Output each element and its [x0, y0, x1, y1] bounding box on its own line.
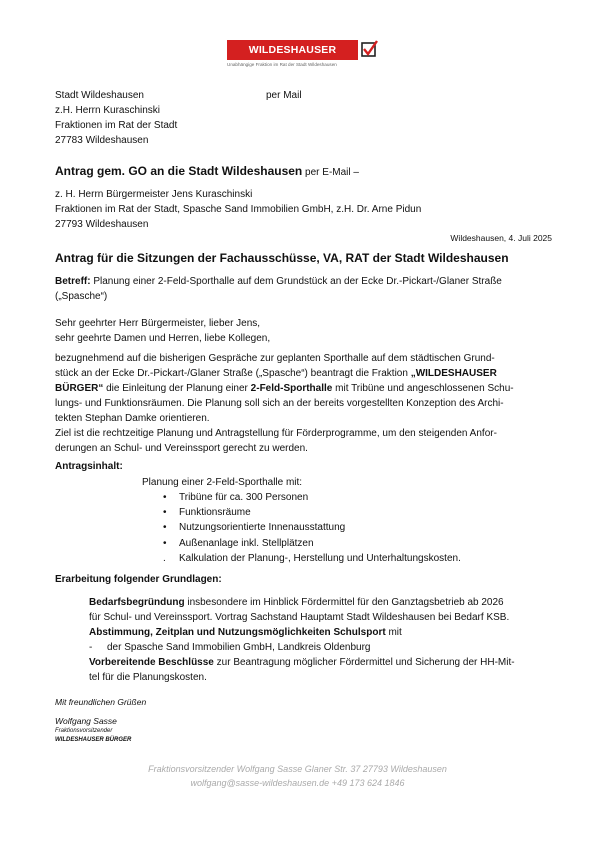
list-item	[161, 520, 461, 535]
grundlagen-line	[89, 597, 504, 608]
bullet-icon: •	[163, 507, 167, 519]
subject-line-2: („Spasche“)	[55, 291, 108, 302]
signer-role: Fraktionsvorsitzender	[55, 728, 113, 734]
section-label-antragsinhalt: Antragsinhalt:	[55, 461, 123, 472]
grundlagen-emphasis: Bedarfsbegründung	[89, 597, 185, 608]
antragsinhalt-list	[161, 490, 461, 566]
letter-date: Wildeshausen, 4. Juli 2025	[450, 233, 552, 243]
closing-greeting: Mit freundlichen Grüßen	[55, 697, 147, 707]
request-heading-suffix: per E-Mail –	[302, 167, 359, 178]
grundlagen-text: insbesondere im Hinblick Fördermittel für den Ganztagsbetrieb ab 2026	[184, 597, 504, 608]
address-line: z.H. Herrn Kuraschinski	[55, 105, 161, 116]
recipient-line: z. H. Herrn Bürgermeister Jens Kuraschinski	[55, 189, 253, 200]
grundlagen-emphasis: Abstimmung, Zeitplan und Nutzungsmöglichkeiten Schulsport	[89, 627, 386, 638]
signer-name: Wolfgang Sasse	[55, 716, 117, 726]
body-emphasis: 2-Feld-Sporthalle	[250, 383, 333, 394]
list-item-text: Funktionsräume	[179, 507, 251, 519]
body-emphasis: „WILDESHAUSER	[410, 368, 497, 379]
recipient-line: Fraktionen im Rat der Stadt, Spasche Sand Immobilien GmbH, z.H. Dr. Arne Pidun	[55, 204, 422, 215]
subject-line	[55, 276, 502, 287]
antragsinhalt-intro: Planung einer 2-Feld-Sporthalle mit:	[142, 477, 303, 488]
request-heading-bold: Antrag gem. GO an die Stadt Wildeshausen	[55, 164, 303, 178]
body-line	[55, 383, 514, 394]
subject-text: Planung einer 2-Feld-Sporthalle auf dem Grundstück an der Ecke Dr.-Pickart-/Glaner Straße	[90, 276, 502, 287]
body-line: derungen an Schul- und Vereinssport gerecht zu werden.	[55, 443, 308, 454]
request-heading	[55, 164, 359, 178]
address-line: Stadt Wildeshausen	[55, 90, 144, 101]
logo	[227, 40, 382, 76]
bullet-icon: •	[163, 492, 167, 503]
list-item-text: Außenanlage inkl. Stellplätzen	[179, 537, 314, 549]
grundlagen-line: tel für die Planungskosten.	[89, 672, 207, 683]
salutation-line: Sehr geehrter Herr Bürgermeister, lieber Jens,	[55, 318, 261, 329]
body-line: bezugnehmend auf die bisherigen Gespräche zur geplanten Sporthalle auf dem städtischen Grund-	[55, 353, 495, 364]
delivery-method: per Mail	[266, 90, 302, 101]
body-text: die Einleitung der Planung einer	[103, 383, 251, 394]
list-item-text: Nutzungsorientierte Innenausstattung	[179, 522, 346, 534]
grundlagen-text: mit	[385, 627, 402, 638]
body-text: stück an der Ecke Dr.-Pickart-/Glaner Straße („Spasche“) beantragt die Fraktion	[55, 368, 411, 379]
grundlagen-line	[89, 627, 402, 638]
list-item-text: Tribüne für ca. 300 Personen	[179, 492, 309, 503]
list-item	[161, 536, 461, 551]
body-line: Ziel ist die rechtzeitige Planung und Antragstellung für Förderprogramme, um den steigenden Anfor-	[55, 428, 497, 439]
bullet-icon: •	[163, 537, 167, 549]
recipient-line: 27793 Wildeshausen	[55, 219, 149, 230]
logo-wordmark: WILDESHAUSER BÜRGER	[227, 40, 358, 60]
dash-marker: -	[89, 642, 93, 653]
footer-email-phone: wolfgang@sasse-wildeshausen.de +49 173 624 1846	[190, 778, 405, 788]
body-emphasis: BÜRGER“	[55, 383, 104, 394]
grundlagen-line: der Spasche Sand Immobilien GmbH, Landkreis Oldenburg	[107, 642, 371, 653]
bullet-icon: .	[163, 552, 166, 564]
body-line: tekten Stephan Damke orientieren.	[55, 413, 210, 424]
subject-label: Betreff:	[55, 276, 91, 287]
list-item	[161, 551, 461, 566]
grundlagen-line	[89, 657, 515, 668]
bullet-icon: •	[163, 522, 167, 534]
grundlagen-line: für Schul- und Vereinssport. Vortrag Sachstand Hauptamt Stadt Wildeshausen bei Bedarf KSB.	[89, 612, 510, 623]
salutation-line: sehr geehrte Damen und Herren, liebe Kollegen,	[55, 333, 271, 344]
list-item	[161, 505, 461, 520]
list-item-text: Kalkulation der Planung-, Herstellung und Unterhaltungskosten.	[179, 552, 461, 564]
logo-tagline: Unabhängige Fraktion im Rat der Stadt Wildeshausen	[227, 62, 337, 67]
section-label-grundlagen: Erarbeitung folgender Grundlagen:	[55, 574, 222, 585]
body-line	[55, 368, 497, 379]
footer-contact: Fraktionsvorsitzender Wolfgang Sasse Glaner Str. 37 27793 Wildeshausen	[148, 764, 447, 774]
address-line: Fraktionen im Rat der Stadt	[55, 120, 178, 131]
grundlagen-emphasis: Vorbereitende Beschlüsse	[89, 657, 214, 668]
checkbox-check-icon	[361, 40, 378, 58]
grundlagen-text: zur Beantragung möglicher Fördermittel und Sicherung der HH-Mit-	[213, 657, 515, 668]
list-item	[161, 490, 461, 505]
address-line: 27783 Wildeshausen	[55, 135, 149, 146]
body-text: mit Tribüne und angeschlossenen Schu-	[332, 383, 514, 394]
signer-org: WILDESHAUSER BÜRGER	[55, 737, 132, 743]
body-line: lungs- und Funktionsräumen. Die Planung soll sich an der bereits vorgestellten Konzeption des Archi-	[55, 398, 504, 409]
session-heading: Antrag für die Sitzungen der Fachausschüsse, VA, RAT der Stadt Wildeshausen	[55, 251, 509, 265]
